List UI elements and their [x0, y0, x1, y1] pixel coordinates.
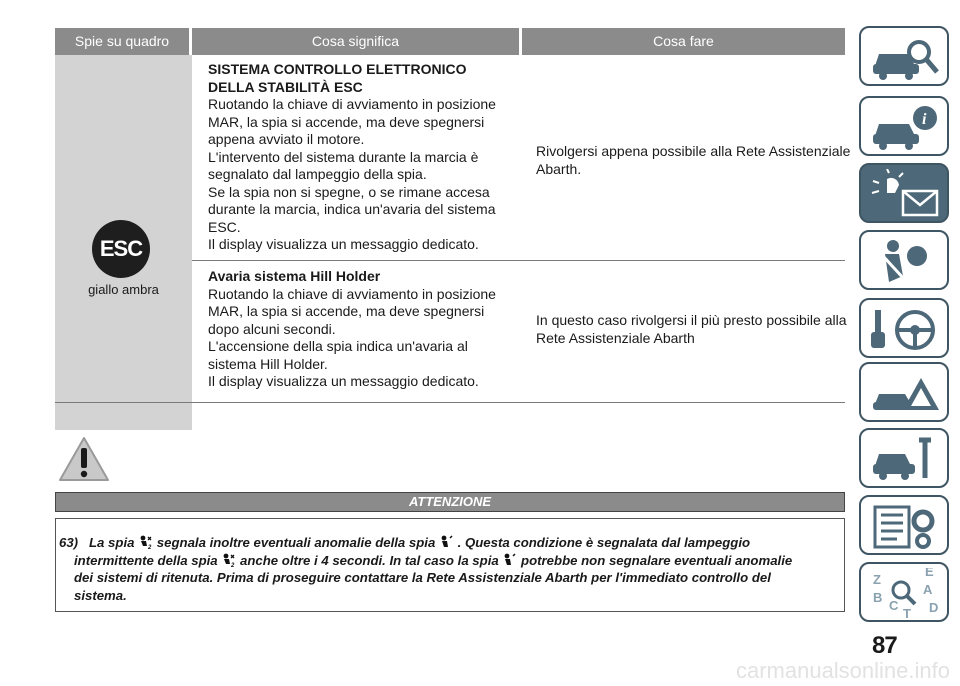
row-divider	[192, 260, 845, 261]
lamp-column	[55, 55, 192, 430]
tab-index[interactable]	[859, 562, 949, 622]
index-letter: E	[925, 568, 934, 579]
car-search-icon	[869, 32, 943, 84]
note-number: 63)	[59, 535, 79, 550]
row2-action-line: Rete Assistenziale Abarth	[536, 329, 695, 346]
row1-line: appena avviato il motore.	[208, 131, 365, 147]
row2-line: sistema Hill Holder.	[208, 355, 328, 372]
index-letter: Z	[873, 572, 881, 587]
airbag-off-icon	[221, 553, 236, 567]
table-header	[55, 28, 845, 55]
header-action: Cosa fare	[522, 28, 845, 55]
index-letter: D	[929, 600, 939, 615]
row1-line: segnalato dal lampeggio della spia.	[208, 166, 427, 182]
key-steering-wheel-icon	[869, 304, 943, 356]
row2-meaning	[208, 268, 518, 391]
airbag-icon	[502, 553, 517, 567]
table-bottom-rule	[55, 402, 845, 403]
tab-emergency[interactable]	[859, 362, 949, 422]
row1-line: durante la marcia, indica un'avaria del sistema	[208, 201, 496, 217]
car-tools-icon	[869, 434, 943, 486]
technical-data-gear-icon	[869, 501, 943, 553]
row1-line: Ruotando la chiave di avviamento in posizione	[208, 96, 496, 112]
airbag-off-icon	[138, 535, 153, 549]
row1-line: ESC.	[208, 218, 241, 235]
car-info-icon	[869, 102, 943, 154]
row2-action	[536, 312, 856, 347]
row1-line: L'intervento del sistema durante la marcia è	[208, 148, 479, 165]
warning-triangle-icon	[58, 436, 110, 482]
row1-action	[536, 143, 856, 178]
attention-title: ATTENZIONE	[55, 492, 845, 512]
row2-line: Ruotando la chiave di avviamento in posizione	[208, 285, 496, 302]
note-text: La spia	[89, 535, 135, 550]
row1-title-line2: DELLA STABILITÀ ESC	[208, 78, 363, 95]
row1-line: Il display visualizza un messaggio dedicato.	[208, 236, 479, 252]
index-letter: T	[903, 606, 911, 620]
row2-line: Il display visualizza un messaggio dedicato.	[208, 373, 479, 389]
seatbelt-airbag-icon	[869, 236, 943, 288]
tab-dashboard-knowledge[interactable]	[859, 26, 949, 86]
row2-line: dopo alcuni secondi.	[208, 320, 336, 337]
row1-action-line: Rivolgersi appena possibile alla Rete Assistenziale	[536, 143, 851, 159]
warning-light-message-icon	[869, 169, 943, 221]
page-number: 87	[872, 632, 897, 659]
esc-warning-icon: ESC	[92, 220, 150, 278]
airbag-icon	[439, 535, 454, 549]
row1-meaning	[208, 61, 518, 254]
row2-line: L'accensione della spia indica un'avaria al	[208, 338, 468, 354]
watermark: carmanualsonline.info	[735, 658, 950, 683]
svg-text:2: 2	[231, 562, 235, 567]
row1-title-line1: SISTEMA CONTROLLO ELETTRONICO	[208, 61, 467, 77]
row1-line: MAR, la spia si accende, ma deve spegnersi	[208, 113, 485, 130]
note-text: anche oltre i 4 secondi. In tal caso la spia	[239, 552, 499, 568]
tab-warning-lights[interactable]	[859, 163, 949, 223]
note-text: . Questa condizione è segnalata dal lampeggio	[457, 535, 751, 550]
svg-text:i: i	[922, 111, 927, 128]
note-text: dei sistemi di ritenuta. Prima di proseguire contattare la Rete Assistenziale Abarth per l'immediato controllo del	[74, 570, 771, 585]
header-lamps: Spie su quadro	[55, 28, 189, 55]
attention-note-box	[55, 518, 845, 612]
tab-starting-driving[interactable]	[859, 298, 949, 358]
row1-line: Se la spia non si spegne, o se rimane accesa	[208, 183, 490, 200]
svg-text:2: 2	[148, 545, 152, 549]
tab-technical-data[interactable]	[859, 495, 949, 555]
note-text: intermittente della spia	[74, 552, 218, 568]
note-text: sistema.	[74, 587, 127, 603]
row1-action-line: Abarth.	[536, 160, 582, 177]
attention-note	[59, 534, 829, 604]
row2-action-line: In questo caso rivolgersi il più presto possibile alla	[536, 312, 847, 328]
note-text: segnala inoltre eventuali anomalie della spia	[156, 535, 436, 550]
tab-vehicle-info[interactable]	[859, 96, 949, 156]
tab-maintenance[interactable]	[859, 428, 949, 488]
index-letter: B	[873, 590, 883, 605]
alphabetical-index-icon	[869, 568, 943, 620]
header-meaning: Cosa significa	[192, 28, 519, 55]
index-letter: C	[889, 598, 899, 613]
lamp-color-label: giallo ambra	[88, 282, 159, 297]
tab-safety[interactable]	[859, 230, 949, 290]
car-warning-triangle-icon	[869, 368, 943, 420]
note-text: potrebbe non segnalare eventuali anomalie	[521, 552, 793, 568]
index-letter: A	[923, 582, 933, 597]
row2-line: MAR, la spia si accende, ma deve spegnersi	[208, 303, 485, 319]
row2-title: Avaria sistema Hill Holder	[208, 268, 381, 284]
